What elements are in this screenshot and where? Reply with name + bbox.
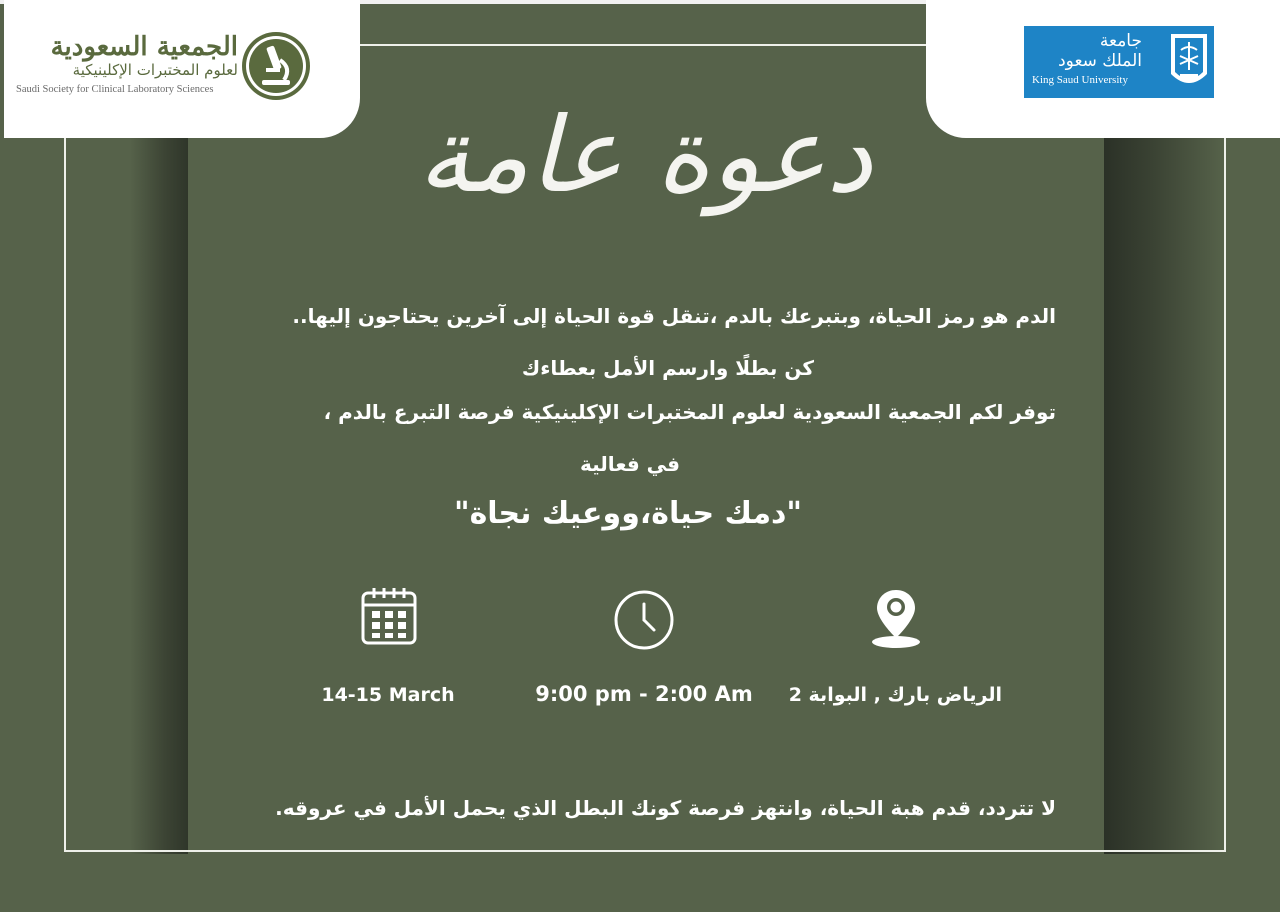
sscls-name-ar: الجمعية السعودية (50, 32, 238, 62)
ksu-logo-box (926, 0, 1280, 138)
paragraph-1: الدم هو رمز الحياة، وبتبرعك بالدم ،تنقل قوة الحياة إلى آخرين يحتاجون إليها.. (292, 304, 1056, 328)
event-date: 14-15 March (321, 684, 455, 706)
clock-icon (612, 588, 676, 652)
ksu-emblem-icon (1168, 30, 1210, 94)
paragraph-2: كن بطلًا وارسم الأمل بعطاءك (521, 356, 814, 380)
sscls-subtitle-ar: لعلوم المختبرات الإكلينيكية (72, 61, 238, 79)
paragraph-3: توفر لكم الجمعية السعودية لعلوم المختبرات الإكلينيكية فرصة التبرع بالدم ، (323, 400, 1056, 424)
ksu-badge (1024, 26, 1214, 98)
paragraph-4: في فعالية (580, 452, 680, 476)
event-location: الرياض بارك , البوابة 2 (788, 684, 1002, 706)
closing-text: لا تتردد، قدم هبة الحياة، وانتهز فرصة كونك البطل الذي يحمل الأمل في عروقه. (275, 796, 1056, 820)
sscls-name-en: Saudi Society for Clinical Laboratory Sciences (16, 84, 214, 95)
sscls-logo-box (4, 0, 360, 138)
headline-calligraphy: دعوة عامة (417, 94, 873, 216)
ksu-line1-ar: جامعة (1099, 31, 1142, 51)
ksu-line2-ar: الملك سعود (1058, 51, 1142, 71)
event-name: "دمك حياة،ووعيك نجاة" (453, 496, 803, 531)
location-pin-icon (870, 586, 922, 650)
event-time: 9:00 pm - 2:00 Am (535, 682, 753, 706)
microscope-seal-icon (240, 30, 312, 102)
ksu-name-en: King Saud University (1032, 74, 1128, 86)
calendar-icon (360, 586, 418, 646)
